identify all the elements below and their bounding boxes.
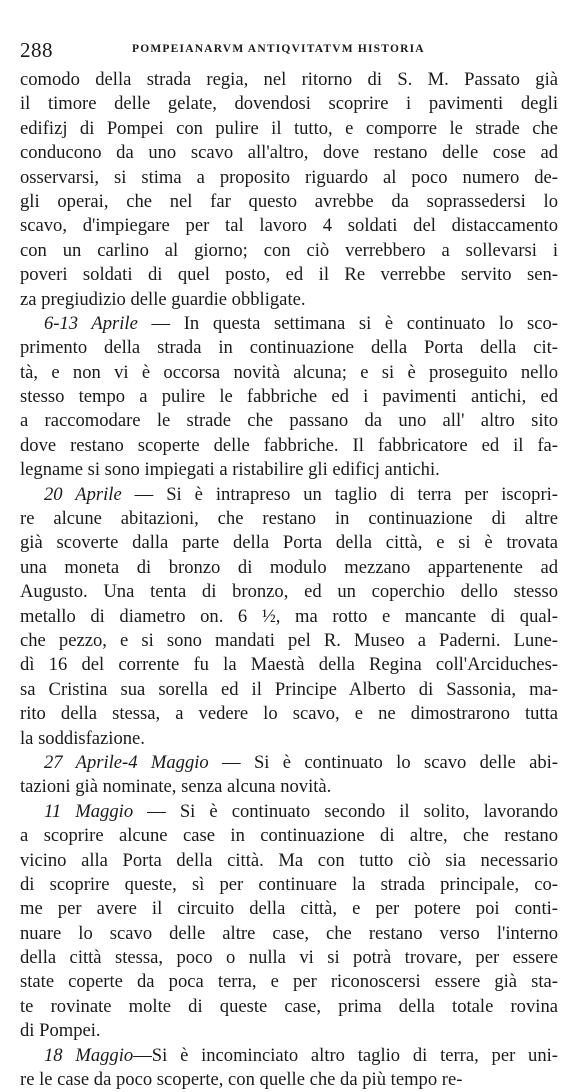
entry-date: 18 Maggio <box>44 1044 134 1066</box>
line-text: con un carlino al giorno; con ciò verrebbero a sollevarsi i <box>20 239 558 261</box>
text-line <box>20 68 558 92</box>
text-line <box>20 263 558 287</box>
text-line <box>20 970 558 994</box>
text-line <box>20 483 558 507</box>
page-number: 288 <box>20 38 53 62</box>
line-text: di Pompei. <box>20 1020 101 1042</box>
line-text: poveri soldati di quel posto, ed il Re verrebbe servito sen- <box>20 264 558 286</box>
line-text: tà, e non vi è occorsa novità alcuna; e si è proseguito nello <box>20 361 558 383</box>
line-text: a raccomodare le strade che passano da uno all' altro sito <box>20 410 558 432</box>
text-line <box>20 922 558 946</box>
entry-date: 11 Maggio <box>44 800 134 822</box>
line-text: legname si sono impiegati a ristabilire gli edificj antichi. <box>20 459 440 481</box>
text-line <box>20 239 558 263</box>
text-line <box>20 849 558 873</box>
line-text: primento della strada in continuazione della Porta della cit- <box>20 337 558 359</box>
line-text: metallo di diametro on. 6 ½, ma rotto e mancante di qual- <box>20 605 558 627</box>
line-text: il timore delle gelate, dovendosi scoprire i pavimenti degli <box>20 93 558 115</box>
text-line <box>20 995 558 1019</box>
line-text: già scoverte dalla parte della Porta della città, e si è trovata <box>20 532 558 554</box>
text-line <box>20 507 558 531</box>
text-line <box>20 751 558 775</box>
text-line <box>20 629 558 653</box>
line-text: la soddisfazione. <box>20 727 145 749</box>
line-text: za pregiudizio delle guardie obbligate. <box>20 288 306 310</box>
text-line <box>20 653 558 677</box>
text-line <box>20 92 558 116</box>
line-text: re alcune abitazioni, che restano in continuazione di altre <box>20 508 558 530</box>
line-text: nuare lo scavo delle altre case, che restano verso l'interno <box>20 922 558 944</box>
line-text: edifizj di Pompei con pulire il tutto, e comporre le strade che <box>20 117 558 139</box>
text-line <box>20 580 558 604</box>
line-text: a scoprire alcune case in continuazione di altre, che restano <box>20 825 558 847</box>
text-line <box>20 702 558 726</box>
line-text: state coperte da poca terra, e per riconoscersi essere già sta- <box>20 971 558 993</box>
text-line <box>20 117 558 141</box>
text-line <box>20 141 558 165</box>
entry-date: 6-13 Aprile <box>44 312 138 334</box>
text-line <box>20 775 558 799</box>
text-line <box>20 434 558 458</box>
running-head: POMPEIANARVM ANTIQVITATVM HISTORIA <box>132 43 425 55</box>
text-line <box>20 727 558 751</box>
line-text: — Si è intrapreso un taglio di terra per iscopri- <box>121 483 558 505</box>
line-text: tazioni già nominate, senza alcuna novità. <box>20 776 332 798</box>
line-text: che pezzo, e si sono mandati pel R. Museo a Paderni. Lune- <box>20 629 558 651</box>
text-line <box>20 1044 558 1068</box>
line-text: vicino alla Porta della città. Ma con tutto ciò sia necessario <box>20 849 558 871</box>
line-text: — Si è continuato lo scavo delle abi- <box>208 751 558 773</box>
line-text: me per avere il circuito della città, e per potere poi conti- <box>20 898 558 920</box>
text-line <box>20 385 558 409</box>
text-line <box>20 556 558 580</box>
text-line <box>20 409 558 433</box>
line-text: Augusto. Una tenta di bronzo, ed un coperchio dello stesso <box>20 581 558 603</box>
line-text: dì 16 del corrente fu la Maestà della Regina coll'Arciduches- <box>20 654 558 676</box>
text-line <box>20 312 558 336</box>
text-line <box>20 288 558 312</box>
line-text: — In questa settimana si è continuato lo sco- <box>137 312 558 334</box>
line-text: osservarsi, si stima a proposito riguardo al poco numero de- <box>20 166 558 188</box>
line-text: stesso tempo a pulire le fabbriche ed i pavimenti antichi, ed <box>20 386 558 408</box>
text-line <box>20 166 558 190</box>
text-line <box>20 824 558 848</box>
line-text: comodo della strada regia, nel ritorno di S. M. Passato già <box>20 69 558 90</box>
line-text: —Si è incominciato altro taglio di terra, per uni- <box>133 1044 558 1066</box>
text-line <box>20 531 558 555</box>
text-line <box>20 946 558 970</box>
page-header <box>20 38 560 66</box>
line-text: te rovinate molte di queste case, prima della totale rovina <box>20 995 558 1017</box>
text-line <box>20 800 558 824</box>
line-text: della città stessa, poco o nulla vi si potrà trovare, per essere <box>20 947 558 969</box>
line-text: — Si è continuato secondo il solito, lavorando <box>133 800 558 822</box>
text-line <box>20 1068 558 1092</box>
entry-date: 20 Aprile <box>44 483 122 505</box>
line-text: scavo, d'impiegare per tal lavoro 4 soldati del distaccamento <box>20 215 558 237</box>
text-line <box>20 336 558 360</box>
line-text: sa Cristina sua sorella ed il Principe Alberto di Sassonia, ma- <box>20 678 558 700</box>
body-text <box>20 68 558 1092</box>
text-line <box>20 361 558 385</box>
line-text: rito della stessa, a vedere lo scavo, e ne dimostrarono tutta <box>20 703 558 725</box>
line-text: re le case da poco scoperte, con quelle che da più tempo re- <box>20 1069 463 1091</box>
text-line <box>20 605 558 629</box>
text-line <box>20 1019 558 1043</box>
line-text: dove restano scoperte delle fabbriche. Il fabbricatore ed il fa- <box>20 434 558 456</box>
line-text: conducono da uno scavo all'altro, dove restano delle cose ad <box>20 142 558 164</box>
text-line <box>20 897 558 921</box>
line-text: gli operai, che nel far questo avrebbe da soprassedersi lo <box>20 190 558 212</box>
line-text: di scoprire queste, sì per continuare la strada principale, co- <box>20 873 558 895</box>
line-text: una moneta di bronzo di modulo mezzano appartenente ad <box>20 556 558 578</box>
text-line <box>20 190 558 214</box>
text-line <box>20 873 558 897</box>
text-line <box>20 678 558 702</box>
entry-date: 27 Aprile-4 Maggio <box>44 751 209 773</box>
text-line <box>20 458 558 482</box>
text-line <box>20 214 558 238</box>
